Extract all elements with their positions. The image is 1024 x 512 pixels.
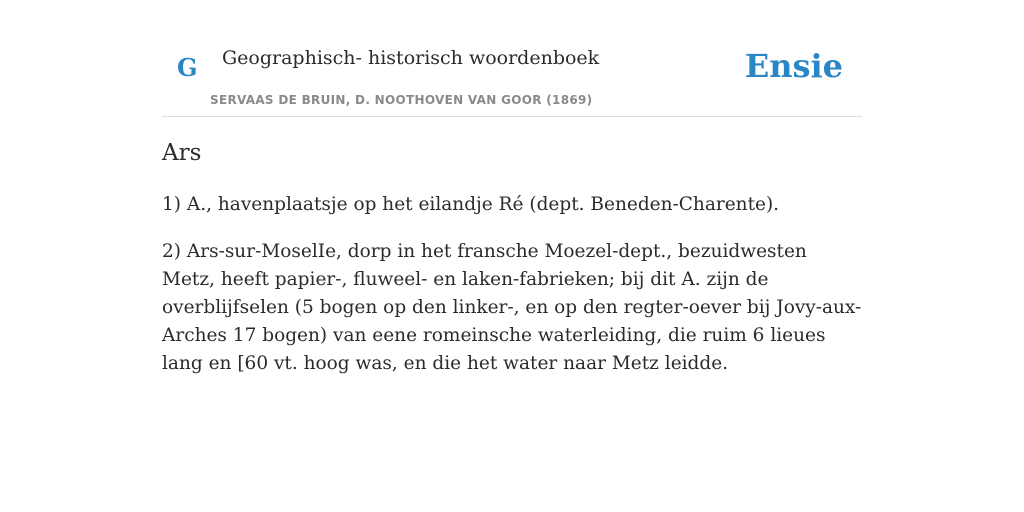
- book-letter-badge[interactable]: G: [177, 53, 198, 82]
- entry-body: [162, 191, 862, 397]
- book-header: [162, 0, 862, 117]
- ensie-logo-link[interactable]: Ensie: [744, 47, 843, 85]
- entry-paragraph: 1) A., havenplaatsje op het eilandje Ré (dept. Beneden-Charente).: [162, 194, 780, 215]
- book-author: SERVAAS DE BRUIN, D. NOOTHOVEN VAN GOOR (1869): [210, 93, 593, 107]
- entry-title: Ars: [162, 140, 202, 166]
- entry-paragraph: 2) Ars-sur-MoselIe, dorp in het fransche Moezel-dept., bezuidwesten Metz, heeft papier-, fluweel- en laken-fabrieken; bij dit A. zijn de overblijfselen (5 bogen op den linker-, en op den regter-oever bij Jovy-aux-Arches 17 bogen) van eene romeinsche waterleiding, die ruim 6 lieues lang en [60 vt. hoog was, en die het water naar Metz leidde.: [162, 241, 862, 374]
- book-title-link[interactable]: Geographisch- historisch woordenboek: [222, 47, 600, 69]
- page: [162, 0, 862, 374]
